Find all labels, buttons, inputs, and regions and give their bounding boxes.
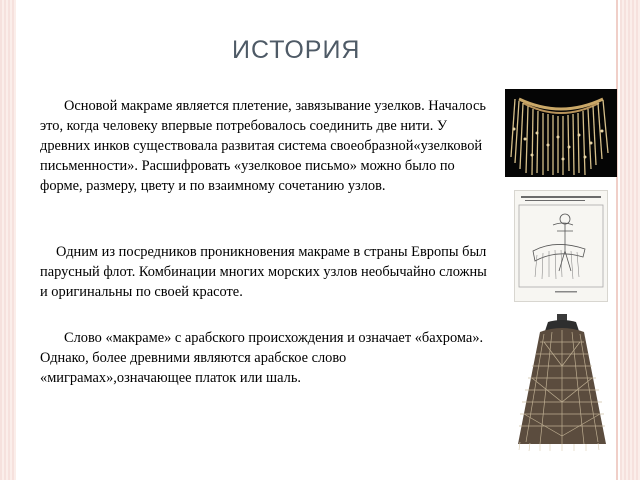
paragraph-1-text: Основой макраме является плетение, завязывание узелков. Началось это, когда человеку впервые потребовалось соединить две нити. У древних инков существовала развитая система своеобразной«узелковой письменности». Расшифровать «узелковое письмо» можно было по форме, размеру, цвету и по взаимному сочетанию узлов.: [40, 98, 486, 194]
necklace-illustration: [505, 89, 617, 177]
historical-drawing-image: [514, 190, 608, 302]
macrame-shawl-image: [510, 312, 614, 452]
slide-title: ИСТОРИЯ: [232, 36, 361, 64]
right-border-decoration: [620, 0, 640, 480]
drawing-illustration: [515, 191, 607, 301]
left-border-decoration: [0, 0, 16, 480]
shawl-illustration: [510, 312, 614, 452]
paragraph-2: [40, 242, 495, 302]
paragraph-2-text: Одним из посредников проникновения макраме в страны Европы был парусный флот. Комбинации многих морских узлов необычайно сложны и оригинальны по своей красоте.: [40, 244, 487, 300]
paragraph-3-text: Слово «макраме» с арабского происхождения и означает «бахрома». Однако, более древними являются арабское слово «миграмах»,означающее платок или шаль.: [40, 330, 484, 386]
knotted-necklace-image: [505, 89, 617, 177]
paragraph-3: [40, 328, 495, 388]
paragraph-1: [40, 96, 495, 196]
